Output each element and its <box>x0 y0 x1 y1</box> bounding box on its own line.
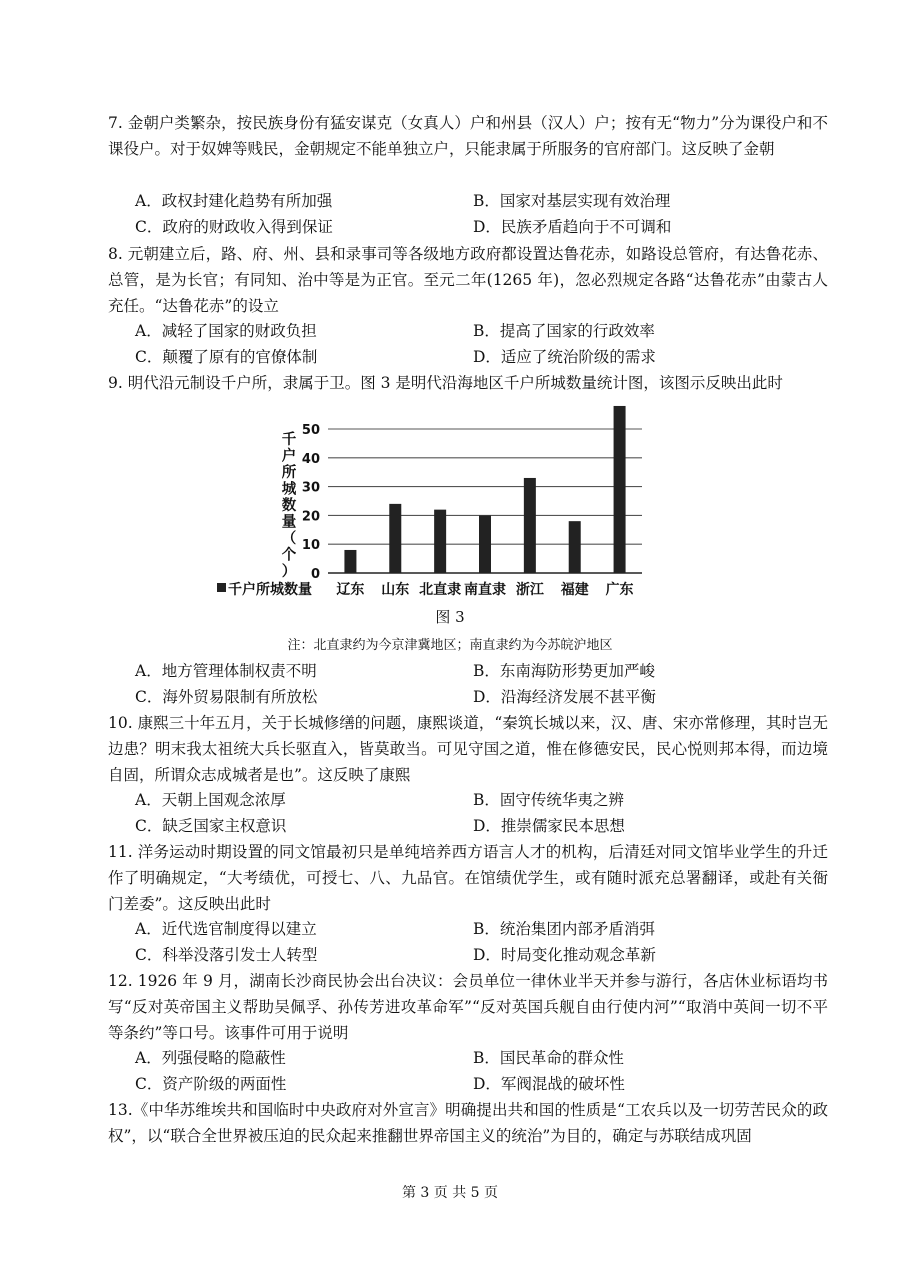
question-9-option-c: C．海外贸易限制有所放松 <box>135 688 318 706</box>
y-tick-label: 40 <box>301 451 320 467</box>
question-12-option-c: C．资产阶级的两面性 <box>135 1075 287 1093</box>
question-7-option-d: D．民族矛盾趋向于不可调和 <box>473 218 672 236</box>
question-8-option-d: D．适应了统治阶级的需求 <box>473 348 656 366</box>
question-9-option-a: A．地方管理体制权责不明 <box>135 662 317 680</box>
question-13-stem: 13.《中华苏维埃共和国临时中央政府对外宣言》明确提出共和国的性质是“工农兵以及一切劳苦民众的政权”，以“联合全世界被压迫的民众起来推翻世界帝国主义的统治”为目的，确定与苏联结成巩固 <box>108 1101 828 1145</box>
question-11-stem: 11. 洋务运动时期设置的同文馆最初只是单纯培养西方语言人才的机构，后清廷对同文馆毕业学生的升迁作了明确规定，“大考绩优，可授七、八、九品官。在馆绩优学生，或有随时派充总署翻译，或赴有关衙门差委”。这反映出此时 <box>108 843 828 913</box>
question-9-stem: 9. 明代沿元制设千户所，隶属于卫。图 3 是明代沿海地区千户所城数量统计图，该图示反映出此时 <box>108 374 783 392</box>
bar <box>569 521 581 573</box>
question-7-option-c: C．政府的财政收入得到保证 <box>135 218 333 236</box>
question-10-option-a: A．天朝上国观念浓厚 <box>135 791 286 809</box>
question-7-option-b: B．国家对基层实现有效治理 <box>473 192 671 210</box>
legend-swatch <box>217 583 226 592</box>
y-tick-label: 30 <box>301 480 320 496</box>
question-7-stem: 7. 金朝户类繁杂，按民族身份有猛安谋克（女真人）户和州县（汉人）户；按有无“物力”分为课役户和不课役户。对于奴婢等贱民，金朝规定不能单独立户，只能隶属于所服务的官府部门。这反映了金朝 <box>108 114 828 158</box>
figure-3-bar-chart <box>210 396 690 606</box>
question-8-option-c: C．颠覆了原有的官僚体制 <box>135 348 318 366</box>
bar <box>524 478 536 573</box>
question-8-stem: 8. 元朝建立后，路、府、州、县和录事司等各级地方政府都设置达鲁花赤，如路设总管府，有达鲁花赤、总管，是为长官；有同知、治中等是为正官。至元二年(1265 年)，忽必烈规定各路“达鲁花赤”由蒙古人充任。“达鲁花赤”的设立 <box>108 245 828 315</box>
bar <box>434 510 446 573</box>
question-7-option-a: A．政权封建化趋势有所加强 <box>135 192 333 210</box>
question-11-option-d: D．时局变化推动观念革新 <box>473 946 656 964</box>
x-tick-label: 福建 <box>560 582 589 598</box>
question-9-option-b: B．东南海防形势更加严峻 <box>473 662 655 680</box>
x-tick-label: 辽东 <box>336 582 365 598</box>
question-12-option-a: A．列强侵略的隐蔽性 <box>135 1049 286 1067</box>
bar <box>344 550 356 573</box>
bar <box>479 515 491 573</box>
question-12-option-b: B．国民革命的群众性 <box>473 1049 624 1067</box>
figure-note: 注：北直隶约为今京津冀地区；南直隶约为今苏皖沪地区 <box>287 638 613 653</box>
figure-caption: 图 3 <box>435 608 465 626</box>
x-tick-label: 北直隶 <box>419 582 462 598</box>
question-11-option-b: B．统治集团内部矛盾消弭 <box>473 920 655 938</box>
x-tick-label: 南直隶 <box>464 582 506 598</box>
x-tick-label: 浙江 <box>515 582 544 598</box>
question-12-option-d: D．军阀混战的破坏性 <box>473 1075 625 1093</box>
x-tick-label: 山东 <box>381 582 410 598</box>
x-tick-label: 广东 <box>605 582 634 598</box>
y-axis-label: 千户所城数量（个） <box>281 432 297 580</box>
question-12-stem: 12. 1926 年 9 月，湖南长沙商民协会出台决议：会员单位一律休业半天并参与游行，各店休业标语均书写“反对英帝国主义帮助吴佩孚、孙传芳进攻革命军”“反对英国兵舰自由行使内河”“取消中英间一切不平等条约”等口号。该事件可用于说明 <box>108 972 828 1042</box>
legend-label: 千户所城数量 <box>228 582 312 598</box>
question-11-option-c: C．科举没落引发士人转型 <box>135 946 318 964</box>
bar <box>614 406 626 573</box>
y-tick-label: 20 <box>301 509 320 525</box>
question-10-option-b: B．固守传统华夷之辨 <box>473 791 624 809</box>
bar <box>389 504 401 573</box>
y-tick-label: 50 <box>301 423 320 438</box>
question-9-option-d: D．沿海经济发展不甚平衡 <box>473 688 656 706</box>
question-8-option-a: A．减轻了国家的财政负担 <box>135 322 317 340</box>
y-tick-label: 10 <box>301 538 320 554</box>
question-8-option-b: B．提高了国家的行政效率 <box>473 322 655 340</box>
question-10-option-d: D．推崇儒家民本思想 <box>473 817 625 835</box>
page-footer: 第 3 页 共 5 页 <box>401 1185 499 1201</box>
y-tick-label: 0 <box>310 567 320 582</box>
question-11-option-a: A．近代选官制度得以建立 <box>135 920 317 938</box>
question-10-stem: 10. 康熙三十年五月，关于长城修缮的问题，康熙谈道，“秦筑长城以来，汉、唐、宋亦常修理，其时岂无边患？明末我太祖统大兵长驱直入，皆莫敢当。可见守国之道，惟在修德安民，民心悦则邦本得，而边境自固，所谓众志成城者是也”。这反映了康熙 <box>108 714 828 784</box>
question-10-option-c: C．缺乏国家主权意识 <box>135 817 287 835</box>
